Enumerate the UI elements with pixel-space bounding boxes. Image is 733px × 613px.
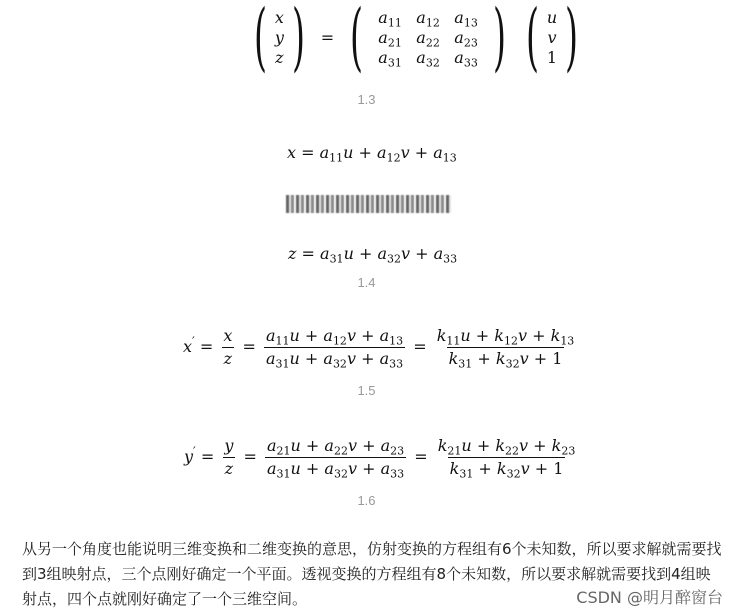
equals-sign: = [320, 27, 335, 47]
equation-number-1-5: 1.5 [357, 383, 376, 398]
vec-y: y [274, 27, 284, 47]
a32: $a_{32}$ [416, 47, 440, 69]
equation-number-1-3: 1.3 [357, 92, 376, 107]
right-paren: ) [291, 0, 305, 80]
equation-x: $x = a_{11}u + a_{12}v + a_{13}$ [287, 143, 457, 165]
a33: $a_{33}$ [454, 47, 478, 69]
vec-u: u [546, 7, 558, 27]
equation-z: $z = a_{31}u + a_{32}v + a_{33}$ [288, 244, 458, 266]
left-paren: ( [525, 0, 539, 80]
a13: $a_{13}$ [454, 7, 478, 29]
a22: $a_{22}$ [416, 27, 440, 49]
left-paren: ( [350, 0, 364, 80]
vec-x: x [274, 7, 284, 27]
vec-one: 1 [546, 47, 558, 67]
equation-x-prime: x′ = $\frac{x}{z}$ = $\frac{a_{11}u + a_{12}v + a_{13}}{a_{31}u + a_{32}v + a_{33}}$ = $\frac{k_{11}u + k_{12}v + k_{13}}{k_{31} + k_{32}v + 1}$ [183, 326, 575, 371]
a21: $a_{21}$ [378, 27, 402, 49]
equation-y-prime: y′ = $\frac{y}{z}$ = $\frac{a_{21}u + a_{22}v + a_{23}}{a_{31}u + a_{32}v + a_{33}}$ = $\frac{k_{21}u + k_{22}v + k_{23}}{k_{31} + k_{32}v + 1}$ [184, 436, 576, 481]
equation-number-1-4: 1.4 [357, 275, 376, 290]
a31: $a_{31}$ [378, 47, 402, 69]
matrix-equation [246, 0, 586, 80]
csdn-watermark: CSDN @明月醉窗台 [576, 588, 723, 607]
left-paren: ( [253, 0, 267, 80]
right-paren: ) [565, 0, 579, 80]
a12: $a_{12}$ [416, 7, 440, 29]
vector-uv1 [546, 7, 558, 67]
matrix-a [371, 7, 485, 69]
obscured-equation-image [286, 195, 451, 213]
right-paren: ) [493, 0, 507, 80]
a11: $a_{11}$ [378, 7, 402, 29]
explanation-paragraph: 从另一个角度也能说明三维变换和二维变换的意思，仿射变换的方程组有6个未知数，所以要求解就需要找到3组映射点，三个点刚好确定一个平面。透视变换的方程组有8个未知数，所以要求解就需要找到4组映射点，四个点就刚好确定了一个三维空间。 [22, 540, 722, 608]
a23: $a_{23}$ [454, 27, 478, 49]
vector-xyz [274, 7, 284, 67]
vec-v: v [547, 27, 557, 47]
equation-number-1-6: 1.6 [357, 493, 376, 508]
vec-z: z [275, 47, 284, 67]
